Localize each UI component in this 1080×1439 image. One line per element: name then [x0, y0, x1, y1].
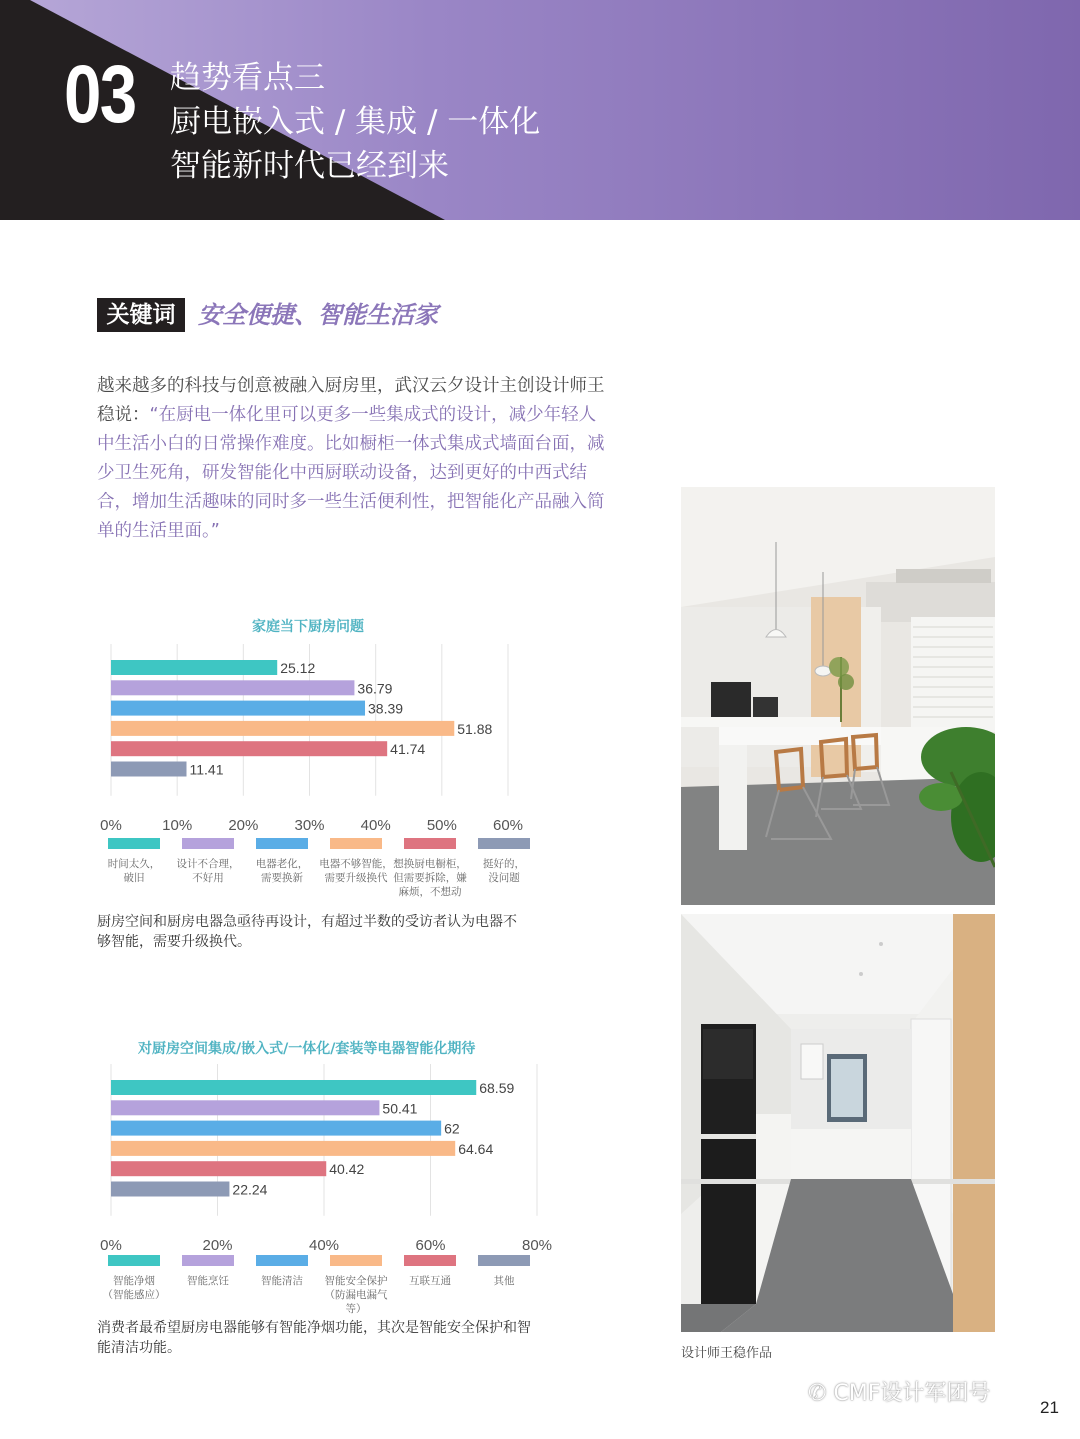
legend-swatch	[478, 838, 530, 849]
header-title	[170, 56, 540, 188]
chart2-tick-label: 60%	[415, 1236, 446, 1250]
legend-label	[467, 1274, 541, 1288]
chart2-legend	[97, 1255, 567, 1316]
watermark-text: CMF设计军团号	[833, 1381, 991, 1406]
chart1-tick-label: 10%	[162, 816, 193, 830]
chart1-legend-item	[319, 838, 393, 899]
chart1-value-label: 41.74	[390, 741, 426, 758]
chart1-caption: 厨房空间和厨房电器急亟待再设计，有超过半数的受访者认为电器不够智能，需要升级换代。	[97, 914, 517, 950]
legend-label-line: 电器老化，	[255, 858, 309, 870]
legend-swatch	[330, 838, 382, 849]
chart2-bar	[111, 1182, 229, 1197]
chart1-tick-label: 40%	[360, 816, 391, 830]
chart2-tick-label: 80%	[521, 1236, 553, 1250]
legend-label-line: 麻烦，不想动	[398, 886, 462, 898]
chart2-value-label: 68.59	[479, 1080, 515, 1096]
chart1-bar	[111, 680, 354, 695]
chart1-tick-label: 50%	[426, 816, 457, 830]
watermark	[808, 1376, 990, 1407]
legend-swatch	[256, 838, 308, 849]
legend-swatch	[478, 1255, 530, 1266]
legend-label	[319, 857, 393, 885]
chart1-bar	[111, 721, 454, 736]
chart1-tick-label: 30%	[294, 816, 325, 830]
chart2-legend-item	[393, 1255, 467, 1316]
chart2-bar	[111, 1121, 441, 1136]
chart2-bar	[111, 1080, 476, 1095]
chart2-value-label: 62	[444, 1120, 460, 1137]
chart1-legend-item	[467, 838, 541, 899]
chart1-legend-item	[97, 838, 171, 899]
chart2-value-label: 64.64	[458, 1140, 494, 1157]
keyword-tag: 关键词	[97, 298, 185, 332]
chart2-legend-item	[245, 1255, 319, 1316]
page-header	[0, 0, 1080, 220]
legend-label-line: 其他	[493, 1275, 515, 1287]
chart1-title: 家庭当下厨房问题	[252, 619, 364, 635]
chart2-caption: 消费者最希望厨房电器能够有智能净烟功能，其次是智能安全保护和智能清洁功能。	[97, 1320, 531, 1356]
legend-label	[393, 857, 467, 899]
legend-label-line: 不好用	[192, 872, 224, 884]
legend-label-line: 但需要拆除，嫌	[393, 872, 467, 884]
legend-label-line: 时间太久，	[107, 858, 161, 870]
legend-swatch	[182, 838, 234, 849]
legend-label-line: 没问题	[488, 872, 520, 884]
keyword-text: 安全便捷、智能生活家	[198, 301, 438, 329]
chart1-legend-item	[393, 838, 467, 899]
chart1-legend-item	[245, 838, 319, 899]
chart2-bar	[111, 1100, 379, 1115]
chart2-bar	[111, 1141, 455, 1156]
legend-label-line: 破旧	[123, 872, 145, 884]
chart2-tick-label: 20%	[202, 1236, 233, 1250]
chart1-bar	[111, 741, 387, 756]
header-line-2: 厨电嵌入式 / 集成 / 一体化	[170, 104, 541, 140]
legend-label-line: 智能安全保护	[324, 1275, 388, 1287]
intro-paragraph	[97, 372, 612, 546]
legend-swatch	[256, 1255, 308, 1266]
legend-label-line: 互联互通	[409, 1275, 451, 1287]
chart1-bar	[111, 762, 186, 777]
legend-label	[393, 1274, 467, 1288]
chart1-value-label: 51.88	[457, 720, 493, 737]
legend-label	[467, 857, 541, 885]
intro-quote: “在厨电一体化里可以更多一些集成式的设计，减少年轻人中生活小白的日常操作难度。比如橱柜一体式集成式墙面台面，减少卫生死角，研发智能化中西厨联动设备，达到更好的中西式结合，增加生活趣味的同时多一些生活便利性，把智能化产品融入简单的生活里面。”	[97, 405, 605, 541]
legend-label-line: 智能烹饪	[187, 1275, 229, 1287]
chart1-bar	[111, 701, 365, 716]
page-number: 21	[1040, 1398, 1059, 1417]
legend-label	[245, 1274, 319, 1288]
legend-swatch	[182, 1255, 234, 1266]
legend-label-line: 需要换新	[261, 872, 303, 884]
legend-swatch	[404, 1255, 456, 1266]
header-line-3: 智能新时代已经到来	[170, 148, 449, 184]
kitchen-photo-1	[681, 487, 995, 905]
legend-label-line: 电器不够智能，	[319, 858, 393, 870]
kitchen-photo-2	[681, 914, 995, 1332]
chart1-legend	[97, 838, 547, 899]
chart1-value-label: 36.79	[357, 680, 393, 697]
legend-label	[171, 1274, 245, 1288]
chart1-tick-label: 60%	[492, 816, 524, 830]
legend-label-line: 挺好的，	[483, 858, 525, 870]
legend-label	[319, 1274, 393, 1316]
chart1-legend-item	[171, 838, 245, 899]
chart1-bar	[111, 660, 277, 675]
chart1-value-label: 38.39	[368, 700, 404, 717]
chart2-value-label: 22.24	[232, 1181, 268, 1198]
legend-swatch	[330, 1255, 382, 1266]
legend-swatch	[108, 1255, 160, 1266]
legend-label-line: 智能净烟	[113, 1275, 155, 1287]
legend-label-line: 想换厨电橱柜，	[393, 858, 467, 870]
chart2-value-label: 50.41	[382, 1100, 418, 1117]
chart2-title: 对厨房空间集成/嵌入式/一体化/套装等电器智能化期待	[138, 1041, 476, 1057]
legend-label-line: （智能感应）	[102, 1289, 166, 1301]
legend-label	[97, 857, 171, 885]
chart2-legend-item	[171, 1255, 245, 1316]
chart2-value-label: 40.42	[329, 1161, 365, 1178]
legend-label-line: 设计不合理，	[176, 858, 240, 870]
legend-label-line: 需要升级换代	[324, 872, 388, 884]
chart1-tick-label: 0%	[100, 816, 122, 830]
chart2	[95, 1060, 565, 1250]
chart2-tick-label: 0%	[100, 1236, 122, 1250]
legend-label-line: 智能清洁	[261, 1275, 303, 1287]
header-line-1: 趋势看点三	[170, 60, 325, 96]
chart1	[95, 640, 535, 830]
chart2-bar	[111, 1161, 326, 1176]
chart1-value-label: 11.41	[189, 761, 224, 778]
chart1-tick-label: 20%	[228, 816, 259, 830]
photo-credit: 设计师王稳作品	[681, 1346, 773, 1361]
legend-swatch	[404, 838, 456, 849]
legend-label	[245, 857, 319, 885]
intro-lead: 越来越多的科技与创意被融入厨房里，武汉云夕设计主创设计师王稳说：	[97, 376, 605, 425]
legend-label-line: （防漏电漏气等）	[324, 1289, 388, 1315]
legend-label	[171, 857, 245, 885]
legend-swatch	[108, 838, 160, 849]
chart2-tick-label: 40%	[308, 1236, 340, 1250]
chapter-number: 03	[64, 49, 136, 140]
chart2-legend-item	[467, 1255, 541, 1316]
wechat-icon: ✆	[808, 1381, 827, 1406]
chart2-legend-item	[97, 1255, 171, 1316]
chart2-legend-item	[319, 1255, 393, 1316]
legend-label	[97, 1274, 171, 1302]
chart1-value-label: 25.12	[280, 660, 316, 676]
